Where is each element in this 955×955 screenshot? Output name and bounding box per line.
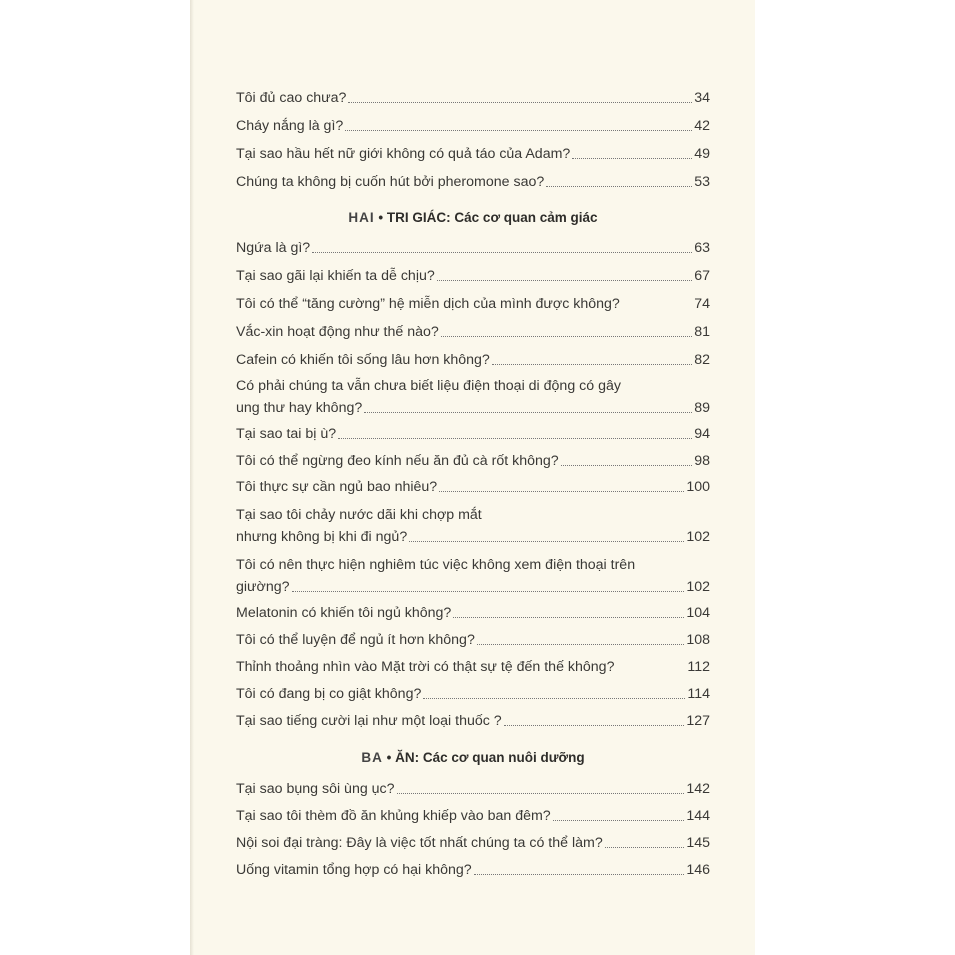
toc-entry-line1 [236, 376, 710, 396]
toc-entry-title: Tại sao tiếng cười lại như một loại thuốc ? [236, 713, 502, 729]
toc-entry-page: 49 [694, 146, 710, 162]
toc-entry-title: Nội soi đại tràng: Đây là việc tốt nhất chúng ta có thể làm? [236, 835, 603, 851]
toc-entry [236, 711, 710, 731]
toc-entry [236, 806, 710, 826]
toc-entry-page: 82 [694, 352, 710, 368]
toc-entry [236, 477, 710, 497]
toc-entry-title-cont: giường? [236, 579, 290, 595]
toc-entry-title: Thỉnh thoảng nhìn vào Mặt trời có thật sự tệ đến thế không? [236, 659, 615, 675]
toc-entry [236, 116, 710, 136]
toc-entry-page: 145 [686, 835, 710, 851]
toc-entry-line2 [236, 527, 710, 547]
toc-entry-line1 [236, 505, 710, 525]
section-separator: • [386, 750, 392, 765]
toc-entry-page: 108 [686, 632, 710, 648]
dot-leader [423, 698, 685, 699]
toc-entry-title: Có phải chúng ta vẫn chưa biết liệu điện thoại di động có gây [236, 378, 621, 394]
toc-entry [236, 88, 710, 108]
toc-entry-page: 142 [686, 781, 710, 797]
toc-entry [236, 451, 710, 471]
dot-leader [474, 874, 684, 875]
toc-entry-title: Tôi có đang bị co giật không? [236, 686, 422, 702]
dot-leader [397, 793, 684, 794]
dot-leader [409, 541, 684, 542]
toc-entry-page: 146 [686, 862, 710, 878]
toc-entry-page: 104 [686, 605, 710, 621]
toc-entry [236, 603, 710, 623]
toc-entry [236, 294, 710, 314]
toc-entry-page: 94 [694, 426, 710, 442]
dot-leader [504, 725, 684, 726]
toc-entry-page: 42 [694, 118, 710, 134]
toc-entry [236, 657, 710, 677]
dot-leader [441, 336, 692, 337]
toc-entry-title-cont: nhưng không bị khi đi ngủ? [236, 529, 408, 545]
toc-entry [236, 630, 710, 650]
section-heading [236, 208, 710, 228]
dot-leader [546, 186, 692, 187]
toc-entry-title: Tại sao tai bị ù? [236, 426, 337, 442]
toc-entry-title: Tôi đủ cao chưa? [236, 90, 347, 106]
toc-entry [236, 860, 710, 880]
toc-entry-page: 63 [694, 240, 710, 256]
toc-entry-line2 [236, 398, 710, 418]
toc-entry [236, 350, 710, 370]
toc-entry-page: 114 [687, 686, 710, 702]
dot-leader [348, 102, 692, 103]
toc-entry-title: Tôi có thể ngừng đeo kính nếu ăn đủ cà rốt không? [236, 453, 559, 469]
section-title: TRI GIÁC: Các cơ quan cảm giác [386, 210, 598, 225]
toc-entry-page: 53 [694, 174, 710, 190]
dot-leader [292, 591, 684, 592]
dot-leader [364, 412, 692, 413]
toc-entry [236, 684, 710, 704]
toc-entry-page: 89 [694, 400, 710, 416]
toc-entry-title: Tại sao hầu hết nữ giới không có quả táo của Adam? [236, 146, 571, 162]
toc-entry-title: Tôi thực sự cần ngủ bao nhiêu? [236, 479, 438, 495]
toc-entry-title: Tôi có thể “tăng cường” hệ miễn dịch của mình được không? [236, 296, 620, 312]
toc-entry-line1 [236, 555, 710, 575]
toc-entry-page: 81 [694, 324, 710, 340]
section-separator: • [378, 210, 384, 225]
dot-leader [492, 364, 692, 365]
dot-leader [453, 617, 684, 618]
toc-entry-title: Cháy nắng là gì? [236, 118, 344, 134]
toc-entry [236, 172, 710, 192]
toc-entry-title: Cafein có khiến tôi sống lâu hơn không? [236, 352, 490, 368]
toc-entry [236, 833, 710, 853]
toc-entry [236, 424, 710, 444]
page-edge-shadow [190, 0, 194, 955]
dot-leader [553, 820, 684, 821]
toc-entry-title: Tại sao gãi lại khiến ta dễ chịu? [236, 268, 435, 284]
toc-entry-title: Uống vitamin tổng hợp có hại không? [236, 862, 472, 878]
dot-leader [437, 280, 692, 281]
toc-entry [236, 238, 710, 258]
section-number: HAI [348, 210, 375, 225]
toc-entry-page: 67 [694, 268, 710, 284]
dot-leader [605, 847, 684, 848]
dot-leader [312, 252, 692, 253]
toc-entry-page: 74 [694, 296, 710, 312]
toc-entry-title: Ngứa là gì? [236, 240, 311, 256]
toc-entry [236, 779, 710, 799]
section-title: ĂN: Các cơ quan nuôi dưỡng [395, 750, 585, 765]
toc-entry-page: 102 [686, 529, 710, 545]
toc-entry-page: 144 [686, 808, 710, 824]
toc-entry [236, 144, 710, 164]
toc-entry [236, 266, 710, 286]
toc-entry-page: 102 [686, 579, 710, 595]
toc-entry-title-cont: ung thư hay không? [236, 400, 363, 416]
toc-entry-page: 112 [687, 659, 710, 675]
toc-entry-title: Tôi có thể luyện để ngủ ít hơn không? [236, 632, 475, 648]
toc-entry-title: Vắc-xin hoạt động như thế nào? [236, 324, 439, 340]
toc-entry-page: 34 [694, 90, 710, 106]
section-number: BA [361, 750, 383, 765]
dot-leader [338, 438, 692, 439]
toc-entry-title: Tại sao tôi chảy nước dãi khi chợp mắt [236, 507, 482, 523]
toc-entry-page: 100 [686, 479, 710, 495]
dot-leader [561, 465, 692, 466]
dot-leader [477, 644, 684, 645]
toc-entry-title: Melatonin có khiến tôi ngủ không? [236, 605, 452, 621]
dot-leader [572, 158, 692, 159]
toc-entry-page: 98 [694, 453, 710, 469]
toc-entry-title: Tại sao tôi thèm đồ ăn khủng khiếp vào ban đêm? [236, 808, 551, 824]
toc-entry-title: Tại sao bụng sôi ùng ục? [236, 781, 395, 797]
toc-entry-line2 [236, 577, 710, 597]
toc-entry-title: Tôi có nên thực hiện nghiêm túc việc không xem điện thoại trên [236, 557, 636, 573]
dot-leader [345, 130, 692, 131]
toc-entry-title: Chúng ta không bị cuốn hút bởi pheromone sao? [236, 174, 545, 190]
toc-entry-page: 127 [686, 713, 710, 729]
toc-entry [236, 322, 710, 342]
section-heading [236, 748, 710, 768]
dot-leader [439, 491, 684, 492]
